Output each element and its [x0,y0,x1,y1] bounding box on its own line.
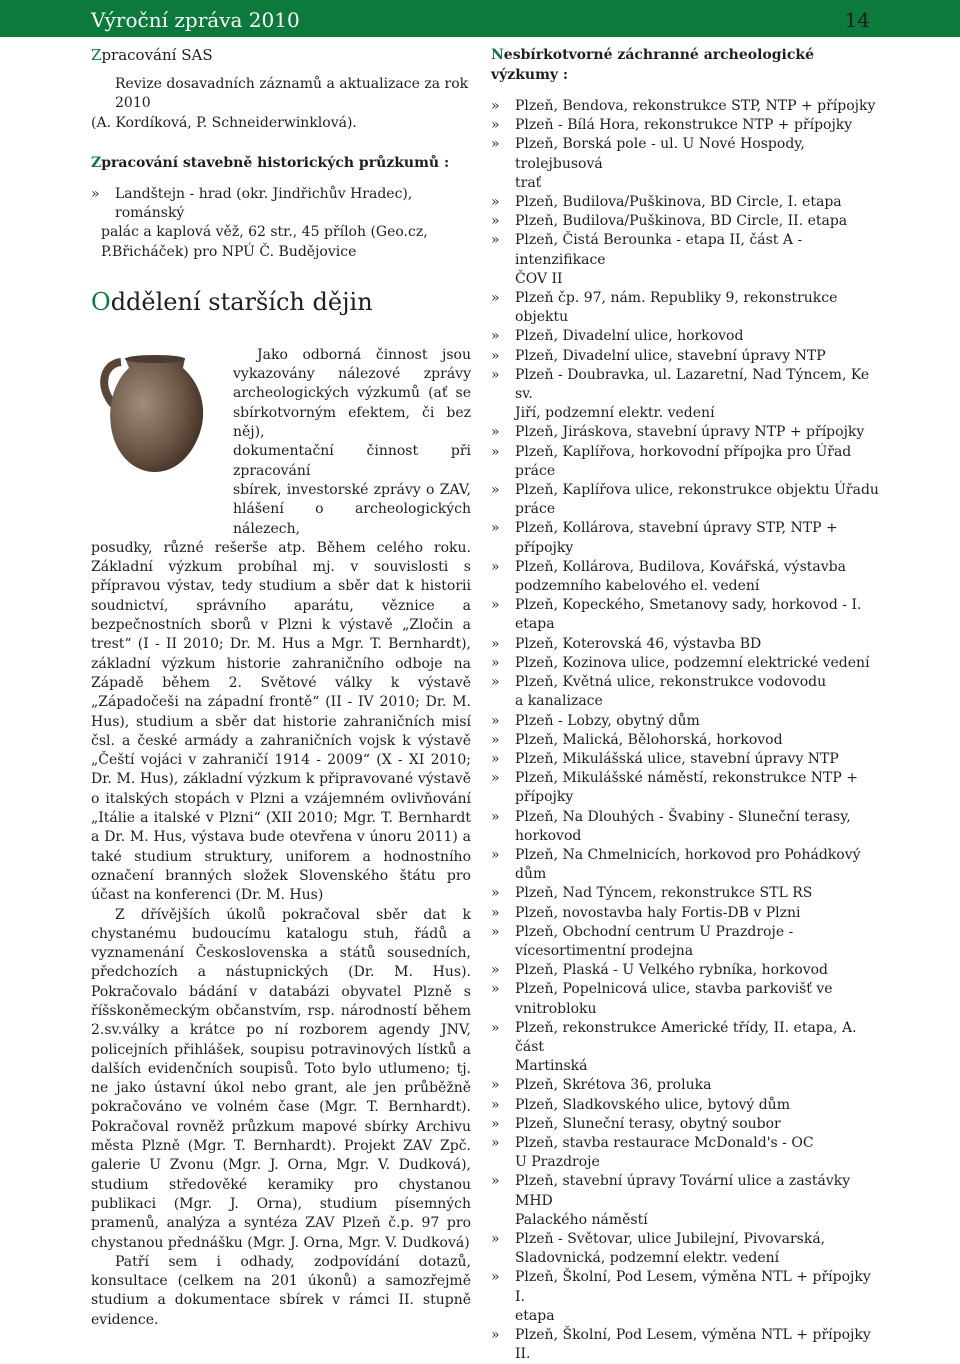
list-item-text-continued: Sladovnická, podzemní elektr. vedení [515,1250,780,1267]
list-item-text-continued: dům [515,866,547,883]
list-item-text: Plzeň, Koterovská 46, výstavba BD [515,635,762,652]
list-item: » Plzeň, Kollárova, stavební úpravy STP, NTP + přípojky [491,519,881,557]
list-item: » Plzeň, Bendova, rekonstrukce STP, NTP + přípojky [491,97,881,116]
list-item-text: Plzeň, novostavba haly Fortis-DB v Plzni [515,904,801,921]
list-item-text: Plzeň, Na Dlouhých - Švabiny - Sluneční terasy, [515,808,851,825]
page-header [0,0,960,37]
list-item-text-continued: Jiří, podzemní elektr. vedení [515,405,715,422]
list-item: » Plzeň, Školní, Pod Lesem, výměna NTL + přípojky I. etapa [491,1268,881,1326]
list-item: » Plzeň, Jiráskova, stavební úpravy NTP + přípojky [491,423,881,442]
list-item-text-continued: přípojky [515,539,574,556]
list-item: » Plzeň, Mikulášské náměstí, rekonstrukce NTP + přípojky [491,769,881,807]
report-title: Výroční zpráva 2010 [91,8,300,32]
sas-text: Revize dosavadních záznamů a aktualizace za rok 2010 (A. Kordíková, P. Schneiderwinklová). [91,76,469,131]
paragraph-3: Patří sem i odhady, zodpovídání dotazů, konsultace (celkem na 201 úkonů) a samozřejmě studium a dokumentace sbírek v rámci II. stupně evidence. [91,1253,471,1328]
list-item-text-continued: podzemního kabelového el. vedení [515,578,760,595]
list-item-text: Plzeň, Květná ulice, rekonstrukce vodovodu [515,674,827,691]
list-item-text-continued: U Prazdroje [515,1154,600,1171]
clay-pot-image [91,352,219,476]
list-item-text-continued: vnitrobloku [515,1000,597,1017]
list-item-text: Plzeň, Popelnicová ulice, stavba parkovišť ve [515,981,833,998]
list-item: » Plzeň, Budilova/Puškinova, BD Circle, I. etapa [491,193,881,212]
list-item-text: Plzeň, Sladkovského ulice, bytový dům [515,1096,790,1113]
list-item-text: Plzeň, Malická, Bělohorská, horkovod [515,731,783,748]
list-item-text: Plzeň, Obchodní centrum U Prazdroje - [515,923,794,940]
list-item-text-continued: přípojky [515,789,574,806]
list-item-text: Plzeň, Mikulášské náměstí, rekonstrukce NTP + [515,770,858,787]
list-item-text: Plzeň, Bendova, rekonstrukce STP, NTP + přípojky [515,98,876,114]
paragraph-1-lines: Jako odborná činnost jsou vykazovány nálezové zprávy archeologických výzkumů (ať se sbírkotvorným efektem, či bez něj), dokumentační činnost při zpracování sbírek, investorské zprávy o ZAV, hlášení o archeologických nálezech, [233,346,471,537]
list-item-text: Plzeň - Bílá Hora, rekonstrukce NTP + přípojky [515,117,853,134]
list-item: » Plzeň, Skrétova 36, proluka [491,1076,881,1095]
paragraph-1-continued: posudky, různé rešerše atp. Během celého roku. Základní výzkum probíhal mj. v souvislosti s přípravou výstav, tedy studium a sběr dat k historii soudnictví, správního aparátu, věznice a bezpečnostních sborů v Plzni k výstavě „Zločin a trest“ (I - II 2010; Dr. M. Hus a Mgr. T. Bernhardt), základní výzkum historie zahraničního odboje na Západě během 2. Světové války k výstavě „Západočeši na západní frontě“ (II - IV 2010; Dr. M. Hus), studium a sběr dat historie zahraničních misí čsl. a české armády a zahraničních vojsk k výstavě „Čeští vojáci v zahraničí 1914 - 2009“ (X - XI 2010; Dr. M. Hus), základní výzkum k připravované výstavě o italských stopách v Plzni a vzájemném ovlivňování „Itálie a italské v Plzni“ (XII 2010; Mgr. T. Bernhardt a Dr. M. Hus, výstava bude otevřena v únoru 2011) a také studium struktury, uniforem a hodnostního označení branných složek Slovenského štátu pro účast na konferenci (Dr. M. Hus) [91,539,471,904]
list-item: » Plzeň, Školní, Pod Lesem, výměna NTL + přípojky II. [491,1326,881,1364]
rescue-excavations-list [491,97,881,1364]
list-item: » Plzeň - Lobzy, obytný dům [491,712,881,731]
list-item: » Plzeň čp. 97, nám. Republiky 9, rekonstrukce objektu [491,289,881,327]
list-item: » Plzeň, Kopeckého, Smetanovy sady, horkovod - I. etapa [491,596,881,634]
rescue-excavations-heading: Nesbírkotvorné záchranné archeologické výzkumy : [491,47,814,83]
list-item: » Plzeň, Plaská - U Velkého rybníka, horkovod [491,961,881,980]
list-item-text: Plzeň, rekonstrukce Americké třídy, II. etapa, A. část [515,1019,857,1055]
list-item-text: Plzeň, stavební úpravy Tovární ulice a zastávky MHD [515,1173,851,1209]
list-item-text: Plzeň, Kaplířova, horkovodní přípojka pro Úřad práce [515,443,852,479]
list-item-text: Plzeň, Nad Týncem, rekonstrukce STL RS [515,885,813,902]
list-item: » Plzeň, Obchodní centrum U Prazdroje - vícesortimentní prodejna [491,923,881,961]
list-item-text: Plzeň, Kozinova ulice, podzemní elektrické vedení [515,654,870,671]
list-item-text: Plzeň, Plaská - U Velkého rybníka, horkovod [515,962,829,979]
list-item-text: Plzeň, Mikulášská ulice, stavební úpravy NTP [515,750,839,767]
list-item: » Plzeň, Kollárova, Budilova, Kovářská, výstavba podzemního kabelového el. vedení [491,558,881,596]
list-item: » Plzeň, novostavba haly Fortis-DB v Plzni [491,904,881,923]
list-item-text: Plzeň, Kopeckého, Smetanovy sady, horkovod - I. [515,597,862,614]
list-item: » Plzeň, Sladkovského ulice, bytový dům [491,1096,881,1115]
list-item-text-continued: trať [515,174,542,191]
list-item-text-continued: a kanalizace [515,693,603,710]
list-item-text-continued: ČOV II [515,270,563,287]
list-item: » Plzeň, Nad Týncem, rekonstrukce STL RS [491,884,881,903]
list-item-text: Plzeň, Borská pole - ul. U Nové Hospody, trolejbusová [515,136,805,172]
list-item: » Plzeň, Borská pole - ul. U Nové Hospody, trolejbusová trať [491,135,881,193]
list-item: » Plzeň, Mikulášská ulice, stavební úpravy NTP [491,750,881,769]
list-item: » Plzeň - Bílá Hora, rekonstrukce NTP + přípojky [491,116,881,135]
list-item: » Plzeň, Kaplířova, horkovodní přípojka pro Úřad práce [491,443,881,481]
list-item-text: Plzeň, Kaplířova ulice, rekonstrukce objektu Úřadu [515,482,879,499]
list-item-text: Plzeň - Světovar, ulice Jubilejní, Pivovarská, [515,1230,826,1247]
list-item: » Plzeň, Divadelní ulice, horkovod [491,327,881,346]
list-item: » Plzeň, Koterovská 46, výstavba BD [491,635,881,654]
shp-item: » Landštejn - hrad (okr. Jindřichův Hradec), románský palác a kaplová věž, 62 str., 45 příloh (Geo.cz, P.Břicháček) pro NPÚ Č. Budějovice [91,185,428,260]
left-column [91,45,471,1330]
list-item-text: Plzeň, stavba restaurace McDonald's - OC [515,1134,814,1151]
list-item-text-continued: etapa [515,1307,555,1324]
list-item-text-continued: etapa [515,616,555,633]
list-item: » Plzeň, Malická, Bělohorská, horkovod [491,731,881,750]
list-item-text: Plzeň, Školní, Pod Lesem, výměna NTL + přípojky I. [515,1269,871,1305]
list-item-text: Plzeň, Na Chmelnicích, horkovod pro Pohádkový [515,846,861,863]
list-item-text: Plzeň, Jiráskova, stavební úpravy NTP + přípojky [515,424,865,441]
list-item-text: Plzeň, Budilova/Puškinova, BD Circle, I. etapa [515,194,842,211]
list-item-text: Plzeň, Kollárova, stavební úpravy STP, NTP + [515,520,838,537]
list-item: » Plzeň, rekonstrukce Americké třídy, II. etapa, A. část Martinská [491,1019,881,1077]
list-item: » Plzeň, Květná ulice, rekonstrukce vodovodu a kanalizace [491,673,881,711]
shp-heading: Zpracování stavebně historických průzkumů : [91,154,450,171]
list-item: » Plzeň, Na Dlouhých - Švabiny - Sluneční terasy, horkovod [491,808,881,846]
list-item: » Plzeň, Na Chmelnicích, horkovod pro Pohádkový dům [491,846,881,884]
paragraph-2: Z dřívějších úkolů pokračoval sběr dat k chystanému budoucímu katalogu stuh, řádů a vyznamenání Československa a států sousedních, předchozích a nástupnických (Dr. M. Hus). Pokračovalo bádání v databázi obyvatel Plzně s říšskoněmeckým občanstvím, rsp. národností během 2.sv.války a krátce po ní rozborem agendy JNV, policejních přihlášek, soupisu potravinových lístků a dalších evidenčních soupisů. Toto bylo utlumeno; tj. ne jako ústavní úkol nebo grant, ale jen průběžně pokračováno ve volném čase (Mgr. T. Bernhardt). Pokračoval rovněž průzkum mapové sbírky Archivu města Plzně (Mgr. T. Bernhardt). Projekt ZAV Zpč. galerie U Zvonu (Mgr. J. Orna, Mgr. V. Dudková), studium středověké keramiky pro chystanou publikaci (Mgr. J. Orna), studium písemných pramenů, analýza a syntéza ZAV Plzeň č.p. 97 pro chystanou přednášku (Mgr. J. Orna, Mgr. V. Dudková) [91,906,471,1251]
list-item: » Plzeň, Sluneční terasy, obytný soubor [491,1115,881,1134]
list-item-text-continued: Martinská [515,1058,588,1075]
list-item-text: Plzeň, Čistá Berounka - etapa II, část A - intenzifikace [515,232,803,268]
list-item: » Plzeň - Světovar, ulice Jubilejní, Pivovarská, Sladovnická, podzemní elektr. vedení [491,1230,881,1268]
list-item: » Plzeň - Doubravka, ul. Lazaretní, Nad Týncem, Ke sv. Jiří, podzemní elektr. vedení [491,366,881,424]
department-heading: Oddělení starších dějin [91,287,373,316]
list-item: » Plzeň, Kaplířova ulice, rekonstrukce objektu Úřadu práce [491,481,881,519]
right-column [491,45,881,1364]
list-item-text-continued: horkovod [515,827,582,844]
list-item: » Plzeň, stavební úpravy Tovární ulice a zastávky MHD Palackého náměstí [491,1172,881,1230]
list-item-text: Plzeň, Školní, Pod Lesem, výměna NTL + přípojky II. [515,1327,871,1363]
list-item: » Plzeň, Čistá Berounka - etapa II, část A - intenzifikace ČOV II [491,231,881,289]
list-item-text: Plzeň, Budilova/Puškinova, BD Circle, II. etapa [515,213,848,230]
page-number: 14 [844,8,870,32]
list-item-text-continued: vícesortimentní prodejna [515,942,694,959]
list-item-text: Plzeň, Divadelní ulice, horkovod [515,328,744,345]
list-item-text: Plzeň, Skrétova 36, proluka [515,1077,712,1094]
list-item-text: Plzeň - Lobzy, obytný dům [515,712,700,729]
department-body [91,346,471,1330]
list-item-text: Plzeň, Divadelní ulice, stavební úpravy NTP [515,347,826,364]
list-item-text-continued: Palackého náměstí [515,1211,648,1228]
list-item: » Plzeň, stavba restaurace McDonald's - OC U Prazdroje [491,1134,881,1172]
sas-heading: Zpracování SAS [91,46,213,64]
list-item: » Plzeň, Kozinova ulice, podzemní elektrické vedení [491,654,881,673]
list-item-text-continued: práce [515,501,556,518]
list-item: » Plzeň, Budilova/Puškinova, BD Circle, II. etapa [491,212,881,231]
list-item-text: Plzeň čp. 97, nám. Republiky 9, rekonstrukce objektu [515,290,838,326]
list-item: » Plzeň, Divadelní ulice, stavební úpravy NTP [491,347,881,366]
list-item-text: Plzeň, Sluneční terasy, obytný soubor [515,1115,781,1132]
list-item-text: Plzeň, Kollárova, Budilova, Kovářská, výstavba [515,558,846,575]
list-item: » Plzeň, Popelnicová ulice, stavba parkovišť ve vnitrobloku [491,980,881,1018]
list-item-text: Plzeň - Doubravka, ul. Lazaretní, Nad Týncem, Ke sv. [515,366,870,403]
